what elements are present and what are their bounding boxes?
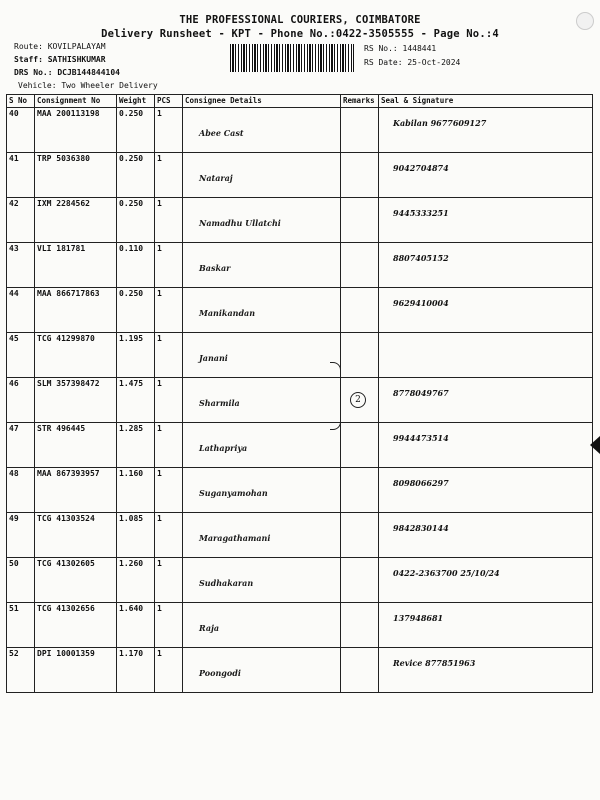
row-weight-cell bbox=[117, 198, 155, 243]
col-header-pcs: PCS bbox=[155, 95, 183, 108]
row-consignee: Sudhakaran bbox=[199, 578, 254, 588]
row-signature-cell bbox=[379, 108, 593, 153]
table-row bbox=[7, 198, 593, 243]
row-pcs-cell bbox=[155, 333, 183, 378]
row-consignee-cell bbox=[183, 513, 341, 558]
company-title: THE PROFESSIONAL COURIERS, COIMBATORE bbox=[179, 14, 421, 26]
row-remarks-cell bbox=[341, 288, 379, 333]
row-sno-cell bbox=[7, 153, 35, 198]
row-sno: 47 bbox=[9, 424, 19, 433]
row-consignee: Nataraj bbox=[199, 173, 233, 183]
table-row bbox=[7, 468, 593, 513]
table-row bbox=[7, 378, 593, 423]
row-weight-cell bbox=[117, 333, 155, 378]
row-consignment-no-cell bbox=[35, 153, 117, 198]
row-weight-cell bbox=[117, 648, 155, 693]
row-consignee: Abee Cast bbox=[199, 128, 244, 138]
row-consignee-cell bbox=[183, 648, 341, 693]
row-sno: 42 bbox=[9, 199, 19, 208]
grouping-bracket bbox=[330, 362, 341, 430]
row-sno: 41 bbox=[9, 154, 19, 163]
row-signature-cell bbox=[379, 288, 593, 333]
row-remarks-cell bbox=[341, 513, 379, 558]
row-weight: 1.260 bbox=[119, 559, 144, 568]
circled-note: 2 bbox=[350, 392, 366, 408]
row-consignee: Suganyamohan bbox=[199, 488, 268, 498]
row-consignee-cell bbox=[183, 468, 341, 513]
row-pcs-cell bbox=[155, 243, 183, 288]
row-signature-cell bbox=[379, 423, 593, 468]
row-pcs-cell bbox=[155, 153, 183, 198]
table-row bbox=[7, 288, 593, 333]
row-remarks-cell bbox=[341, 468, 379, 513]
row-weight-cell bbox=[117, 423, 155, 468]
row-consignment-no-cell bbox=[35, 108, 117, 153]
row-signature: 9445333251 bbox=[393, 208, 449, 218]
row-signature-cell bbox=[379, 198, 593, 243]
row-sno-cell bbox=[7, 108, 35, 153]
row-remarks-cell bbox=[341, 648, 379, 693]
row-sno: 46 bbox=[9, 379, 19, 388]
row-weight: 1.170 bbox=[119, 649, 144, 658]
corner-dot-icon bbox=[576, 12, 594, 30]
rs-date: RS Date: 25-Oct-2024 bbox=[364, 58, 461, 67]
row-signature: 137948681 bbox=[393, 613, 444, 623]
row-consignee-cell bbox=[183, 243, 341, 288]
row-sno-cell bbox=[7, 603, 35, 648]
runsheet-subtitle: Delivery Runsheet - KPT - Phone No.:0422-3505555 - Page No.:4 bbox=[101, 28, 499, 40]
row-sno: 45 bbox=[9, 334, 19, 343]
row-sno-cell bbox=[7, 468, 35, 513]
row-consignee-cell bbox=[183, 423, 341, 468]
row-consignment-no: STR 496445 bbox=[37, 424, 86, 433]
row-remarks-cell bbox=[341, 333, 379, 378]
row-consignment-no: MAA 866717863 bbox=[37, 289, 100, 298]
row-consignee-cell bbox=[183, 153, 341, 198]
row-signature: Kabilan 9677609127 bbox=[393, 118, 487, 128]
row-weight-cell bbox=[117, 468, 155, 513]
row-weight-cell bbox=[117, 513, 155, 558]
row-consignee-cell bbox=[183, 198, 341, 243]
row-consignment-no: TCG 41303524 bbox=[37, 514, 95, 523]
row-sno-cell bbox=[7, 288, 35, 333]
row-consignment-no-cell bbox=[35, 243, 117, 288]
row-pcs: 1 bbox=[157, 334, 162, 343]
row-signature-cell bbox=[379, 648, 593, 693]
row-sno: 44 bbox=[9, 289, 19, 298]
row-pcs-cell bbox=[155, 423, 183, 468]
row-pcs-cell bbox=[155, 648, 183, 693]
row-pcs: 1 bbox=[157, 469, 162, 478]
row-signature: 0422-2363700 25/10/24 bbox=[393, 568, 500, 578]
row-sno: 51 bbox=[9, 604, 19, 613]
row-signature: 8807405152 bbox=[393, 253, 449, 263]
row-sno-cell bbox=[7, 423, 35, 468]
table-header-row bbox=[7, 95, 593, 108]
runsheet-table bbox=[6, 94, 593, 693]
rs-number: RS No.: 1448441 bbox=[364, 44, 437, 53]
row-consignment-no-cell bbox=[35, 558, 117, 603]
row-remarks-cell bbox=[341, 243, 379, 288]
row-sno-cell bbox=[7, 378, 35, 423]
row-pcs: 1 bbox=[157, 379, 162, 388]
col-header-consignee: Consignee Details bbox=[183, 95, 341, 108]
row-sno-cell bbox=[7, 648, 35, 693]
row-consignee: Janani bbox=[199, 353, 228, 363]
row-remarks-cell bbox=[341, 198, 379, 243]
row-consignee: Poongodi bbox=[199, 668, 241, 678]
table-row bbox=[7, 648, 593, 693]
row-signature: 8778049767 bbox=[393, 388, 449, 398]
col-header-consignment: Consignment No bbox=[35, 95, 117, 108]
row-consignment-no-cell bbox=[35, 513, 117, 558]
row-weight-cell bbox=[117, 288, 155, 333]
row-sno-cell bbox=[7, 558, 35, 603]
row-consignee: Namadhu Ullatchi bbox=[199, 218, 281, 228]
table-row bbox=[7, 513, 593, 558]
row-signature-cell bbox=[379, 468, 593, 513]
row-consignee: Maragathamani bbox=[199, 533, 271, 543]
row-pcs: 1 bbox=[157, 514, 162, 523]
barcode bbox=[230, 44, 354, 72]
page-edge-mark bbox=[590, 436, 600, 454]
row-consignee: Baskar bbox=[199, 263, 231, 273]
row-pcs: 1 bbox=[157, 559, 162, 568]
row-remarks-cell bbox=[341, 558, 379, 603]
row-sno: 48 bbox=[9, 469, 19, 478]
row-signature: Revice 877851963 bbox=[393, 658, 476, 668]
row-consignee-cell bbox=[183, 108, 341, 153]
row-weight-cell bbox=[117, 243, 155, 288]
table-row bbox=[7, 108, 593, 153]
row-consignment-no: VLI 181781 bbox=[37, 244, 86, 253]
row-consignment-no-cell bbox=[35, 198, 117, 243]
row-weight: 1.285 bbox=[119, 424, 144, 433]
row-signature-cell bbox=[379, 243, 593, 288]
row-pcs: 1 bbox=[157, 604, 162, 613]
row-pcs: 1 bbox=[157, 154, 162, 163]
row-remarks-cell bbox=[341, 108, 379, 153]
row-consignee-cell bbox=[183, 558, 341, 603]
table-row bbox=[7, 423, 593, 468]
row-pcs-cell bbox=[155, 378, 183, 423]
row-remarks-cell bbox=[341, 423, 379, 468]
row-pcs-cell bbox=[155, 468, 183, 513]
table-row bbox=[7, 153, 593, 198]
row-consignee: Sharmila bbox=[199, 398, 240, 408]
row-consignment-no: TCG 41299870 bbox=[37, 334, 95, 343]
row-pcs: 1 bbox=[157, 109, 162, 118]
row-signature-cell bbox=[379, 558, 593, 603]
row-weight-cell bbox=[117, 603, 155, 648]
row-pcs: 1 bbox=[157, 424, 162, 433]
row-signature: 9629410004 bbox=[393, 298, 449, 308]
row-signature: 9042704874 bbox=[393, 163, 449, 173]
row-signature: 8098066297 bbox=[393, 478, 449, 488]
row-pcs-cell bbox=[155, 603, 183, 648]
row-weight: 1.640 bbox=[119, 604, 144, 613]
row-consignment-no: SLM 357398472 bbox=[37, 379, 100, 388]
row-weight: 0.250 bbox=[119, 154, 144, 163]
row-sno-cell bbox=[7, 198, 35, 243]
col-header-sno: S No bbox=[7, 95, 35, 108]
drs-number: DRS No.: DCJB144844104 bbox=[14, 68, 120, 77]
row-weight: 1.475 bbox=[119, 379, 144, 388]
row-remarks-cell bbox=[341, 153, 379, 198]
route-text: Route: KOVILPALAYAM bbox=[14, 42, 106, 51]
row-consignee: Raja bbox=[199, 623, 220, 633]
table-row bbox=[7, 558, 593, 603]
row-weight: 1.085 bbox=[119, 514, 144, 523]
col-header-remarks: Remarks bbox=[341, 95, 379, 108]
vehicle-text: Vehicle: Two Wheeler Delivery bbox=[18, 81, 158, 90]
row-weight-cell bbox=[117, 108, 155, 153]
row-consignee-cell bbox=[183, 603, 341, 648]
row-sno-cell bbox=[7, 333, 35, 378]
table-row bbox=[7, 603, 593, 648]
row-pcs: 1 bbox=[157, 199, 162, 208]
row-consignment-no-cell bbox=[35, 468, 117, 513]
row-weight: 0.250 bbox=[119, 289, 144, 298]
row-signature-cell bbox=[379, 333, 593, 378]
row-sno: 40 bbox=[9, 109, 19, 118]
row-consignment-no-cell bbox=[35, 288, 117, 333]
row-consignment-no: TCG 41302605 bbox=[37, 559, 95, 568]
row-consignee-cell bbox=[183, 333, 341, 378]
row-sno: 52 bbox=[9, 649, 19, 658]
col-header-signature: Seal & Signature bbox=[379, 95, 593, 108]
col-header-weight: Weight bbox=[117, 95, 155, 108]
row-sno-cell bbox=[7, 243, 35, 288]
row-sno-cell bbox=[7, 513, 35, 558]
row-consignment-no-cell bbox=[35, 333, 117, 378]
row-weight: 1.160 bbox=[119, 469, 144, 478]
row-pcs-cell bbox=[155, 558, 183, 603]
row-signature-cell bbox=[379, 153, 593, 198]
row-sno: 43 bbox=[9, 244, 19, 253]
staff-text: Staff: SATHISHKUMAR bbox=[14, 55, 106, 64]
row-weight: 0.250 bbox=[119, 199, 144, 208]
row-signature-cell bbox=[379, 378, 593, 423]
row-remarks-cell bbox=[341, 603, 379, 648]
row-weight-cell bbox=[117, 153, 155, 198]
row-signature: 9842830144 bbox=[393, 523, 449, 533]
row-signature-cell bbox=[379, 603, 593, 648]
row-weight: 1.195 bbox=[119, 334, 144, 343]
row-consignment-no-cell bbox=[35, 603, 117, 648]
row-sno: 49 bbox=[9, 514, 19, 523]
row-consignee-cell bbox=[183, 288, 341, 333]
row-sno: 50 bbox=[9, 559, 19, 568]
row-pcs-cell bbox=[155, 513, 183, 558]
row-signature-cell bbox=[379, 513, 593, 558]
row-pcs-cell bbox=[155, 108, 183, 153]
row-pcs: 1 bbox=[157, 289, 162, 298]
row-pcs-cell bbox=[155, 198, 183, 243]
row-pcs-cell bbox=[155, 288, 183, 333]
row-weight-cell bbox=[117, 378, 155, 423]
row-pcs: 1 bbox=[157, 649, 162, 658]
row-signature: 9944473514 bbox=[393, 433, 449, 443]
row-weight: 0.250 bbox=[119, 109, 144, 118]
row-consignment-no: MAA 200113198 bbox=[37, 109, 100, 118]
row-consignment-no: DPI 10001359 bbox=[37, 649, 95, 658]
row-consignment-no: TCG 41302656 bbox=[37, 604, 95, 613]
row-consignment-no-cell bbox=[35, 378, 117, 423]
row-consignment-no: IXM 2284562 bbox=[37, 199, 90, 208]
row-consignment-no-cell bbox=[35, 423, 117, 468]
row-consignee-cell bbox=[183, 378, 341, 423]
row-pcs: 1 bbox=[157, 244, 162, 253]
row-consignee: Lathapriya bbox=[199, 443, 248, 453]
row-consignment-no: MAA 867393957 bbox=[37, 469, 100, 478]
row-consignee: Manikandan bbox=[199, 308, 256, 318]
table-row bbox=[7, 333, 593, 378]
row-consignment-no: TRP 5036380 bbox=[37, 154, 90, 163]
row-weight-cell bbox=[117, 558, 155, 603]
row-consignment-no-cell bbox=[35, 648, 117, 693]
row-weight: 0.110 bbox=[119, 244, 144, 253]
table-row bbox=[7, 243, 593, 288]
